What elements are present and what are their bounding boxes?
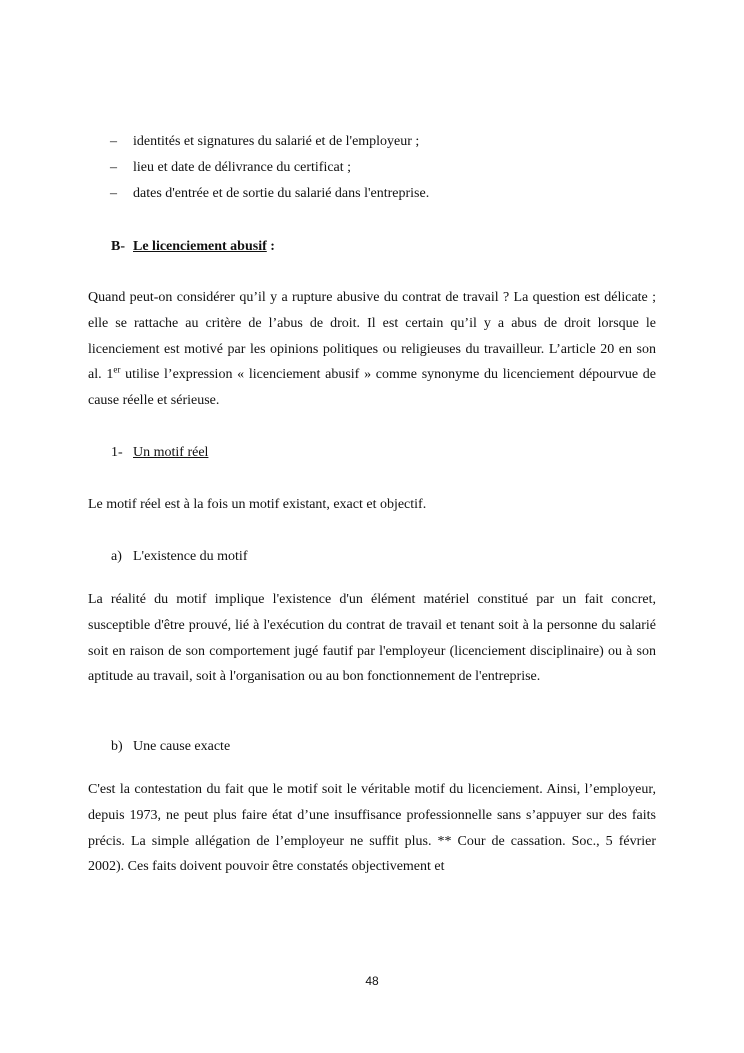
bullet-list [110, 132, 429, 210]
bullet-text: dates d'entrée et de sortie du salarié dans l'entreprise. [133, 186, 430, 201]
dash-bullet: – [110, 134, 117, 149]
paragraph-motif: Le motif réel est à la fois un motif existant, exact et objectif. [88, 497, 427, 512]
section-number: 1- [111, 445, 123, 460]
bullet-text: identités et signatures du salarié et de l'employeur ; [133, 134, 420, 149]
section-title: Un motif réel [133, 445, 209, 460]
list-item [110, 132, 429, 158]
list-item [110, 158, 429, 184]
paragraph-cause: C'est la contestation du fait que le motif soit le véritable motif du licenciement. Ainsi, l’employeur, depuis 1973, ne peut plus faire état d’une insuffisance professionnelle sans s’appuyer sur des faits précis. La simple allégation de l’employeur ne suffit plus. ** Cour de cassation. Soc., 5 février 2002). Ces faits doivent pouvoir être constatés objectivement et [88, 782, 656, 875]
dash-bullet: – [110, 186, 117, 201]
section-title: Une cause exacte [133, 739, 231, 754]
section-number: B- [111, 239, 125, 254]
paragraph-text: Quand peut-on considérer qu’il y a rupture abusive du contrat de travail ? La question est délicate ; elle se rattache au critère de l’abus de droit. Il est certain qu’il y a abus de droit lorsque le licenciement est motivé par les opinions politiques ou religieuses du travailleur. L’article 20 en son al. 1 [88, 290, 656, 383]
section-title: L'existence du motif [133, 549, 248, 564]
page-number: 48 [365, 974, 379, 988]
section-number: b) [111, 739, 123, 754]
list-item [110, 184, 429, 210]
section-title-suffix: : [266, 239, 275, 254]
section-number: a) [111, 549, 122, 564]
dash-bullet: – [110, 160, 117, 175]
paragraph-text: utilise l’expression « licenciement abusif » comme synonyme du licenciement dépourvue de cause réelle et sérieuse. [88, 367, 657, 409]
bullet-text: lieu et date de délivrance du certificat ; [133, 160, 352, 175]
superscript: er [113, 364, 121, 375]
section-heading-a [111, 547, 248, 567]
section-heading-b2 [111, 737, 230, 757]
paragraph-existence: La réalité du motif implique l'existence d'un élément matériel constitué par un fait concret, susceptible d'être prouvé, lié à l'exécution du contrat de travail et tenant soit à la personne du salarié soit en raison de son comportement jugé fautif par l'employeur (licenciement disciplinaire) ou à son aptitude au travail, soit à l'organisation ou au bon fonctionnement de l'entreprise. [88, 592, 656, 685]
section-heading-1 [111, 443, 208, 463]
section-heading-b [111, 237, 275, 257]
section-title: Le licenciement abusif [133, 239, 267, 254]
paragraph-intro [88, 285, 656, 414]
